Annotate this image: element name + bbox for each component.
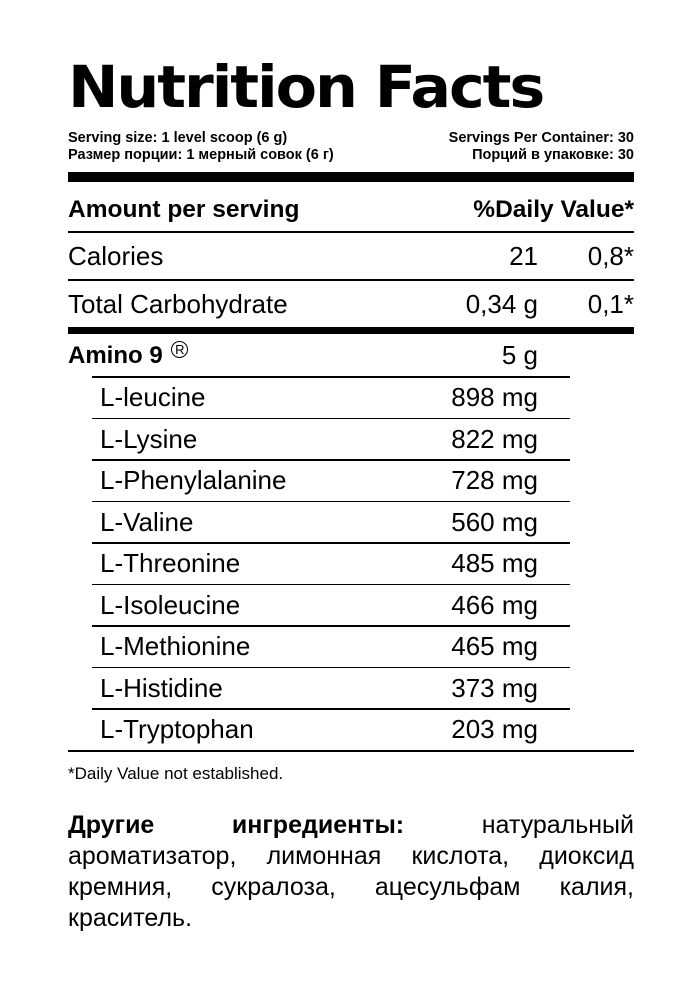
amino-acid-amount: 373 mg bbox=[451, 672, 538, 703]
amino-acid-name: L-Histidine bbox=[100, 672, 223, 703]
amino-acid-row bbox=[68, 627, 634, 667]
ingredients-text: натуральный ароматизатор, лимонная кислота, диоксид кремния, сукралоза, ацесульфам калия, краситель. bbox=[68, 810, 634, 932]
panel-title: Nutrition Facts bbox=[68, 53, 544, 121]
amino-row bbox=[68, 334, 634, 376]
ingredients bbox=[68, 810, 634, 934]
amino-acid-name: L-Threonine bbox=[100, 548, 241, 578]
footnote: *Daily Value not established. bbox=[68, 763, 284, 783]
amino-acid-amount: 203 mg bbox=[451, 714, 538, 744]
calories-row bbox=[68, 233, 634, 279]
amino-acid-name: L-Lysine bbox=[100, 423, 198, 454]
amino-acid-row bbox=[68, 585, 634, 625]
divider-thick bbox=[68, 172, 634, 182]
amino-acid-row bbox=[68, 378, 634, 418]
calories-label: Calories bbox=[68, 240, 164, 271]
amino-acid-row bbox=[68, 502, 634, 542]
amino-acid-name: L-Valine bbox=[100, 506, 194, 537]
amino-acid-amount: 465 mg bbox=[451, 631, 538, 661]
carbohydrate-dv: 0,1* bbox=[587, 288, 634, 319]
amino-acid-amount: 898 mg bbox=[451, 382, 538, 412]
serving-size-en: Serving size: 1 level scoop (6 g) bbox=[68, 130, 288, 146]
serving-info bbox=[68, 130, 634, 164]
amino-acid-amount: 560 mg bbox=[451, 506, 538, 537]
divider-medium bbox=[68, 327, 634, 334]
divider bbox=[68, 750, 634, 752]
amino-label: Amino 9 bbox=[68, 341, 163, 369]
ingredients-label: Другие ингредиенты: bbox=[68, 810, 405, 839]
carbohydrate-label: Total Carbohydrate bbox=[68, 288, 288, 319]
amino-acid-name: L-Tryptophan bbox=[100, 714, 254, 744]
amino-amount: 5 g bbox=[501, 339, 538, 370]
serving-size-ru: Размер порции: 1 мерный совок (6 г) bbox=[68, 147, 334, 163]
carbohydrate-row bbox=[68, 281, 634, 327]
amount-header bbox=[68, 188, 634, 231]
amino-acid-row bbox=[68, 544, 634, 584]
amino-acid-name: L-Phenylalanine bbox=[100, 465, 287, 495]
servings-per-container-en: Servings Per Container: 30 bbox=[448, 130, 634, 146]
amino-acid-amount: 466 mg bbox=[451, 589, 538, 620]
amount-per-serving-label: Amount per serving bbox=[68, 195, 300, 223]
amino-acid-name: L-Methionine bbox=[100, 631, 251, 661]
servings-per-container-ru: Порций в упаковке: 30 bbox=[472, 147, 634, 163]
registered-mark: R bbox=[171, 341, 188, 358]
amino-acid-amount: 822 mg bbox=[451, 423, 538, 454]
carbohydrate-amount: 0,34 g bbox=[465, 288, 538, 319]
amino-acid-name: L-leucine bbox=[100, 382, 206, 412]
calories-dv: 0,8* bbox=[587, 240, 634, 271]
amino-acid-row bbox=[68, 461, 634, 501]
amino-acid-list bbox=[68, 376, 634, 750]
nutrition-facts-panel bbox=[68, 52, 634, 934]
amino-acid-name: L-Isoleucine bbox=[100, 589, 241, 620]
amino-acid-amount: 485 mg bbox=[451, 548, 538, 578]
amino-acid-row bbox=[68, 419, 634, 459]
amino-acid-row bbox=[68, 668, 634, 708]
daily-value-label: %Daily Value* bbox=[473, 195, 634, 223]
calories-amount: 21 bbox=[509, 240, 538, 271]
amino-acid-row bbox=[68, 710, 634, 750]
amino-acid-amount: 728 mg bbox=[451, 465, 538, 495]
